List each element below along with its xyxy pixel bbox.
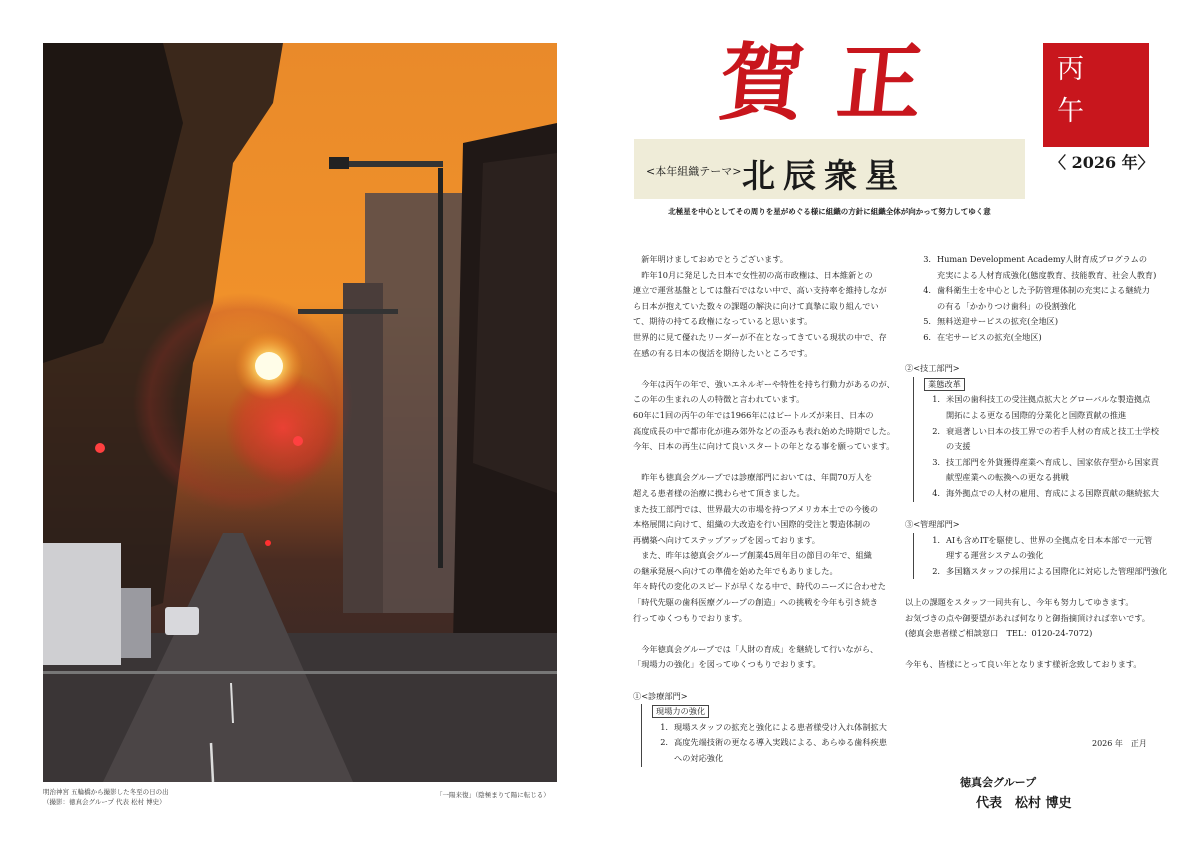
dept3-item-text: AIも含めITを駆使し、世界の全拠点を日本本部で一元管 xyxy=(946,534,1153,545)
dept2-item-number: 1. xyxy=(932,394,940,405)
left-paragraph-line: 昨年も徳真会グループでは診療部門においては、年間70万人を xyxy=(633,472,873,483)
dept3-item xyxy=(914,564,1168,580)
dept1-cont-item xyxy=(905,252,1165,268)
dept2-item-number: 3. xyxy=(932,456,940,467)
dept1-cont-item xyxy=(905,283,1165,299)
dept2-item-number xyxy=(914,470,946,486)
photo-caption-right: 「一陽来復」（陰極まりて陽に転じる） xyxy=(436,791,550,799)
dept3-item-number: 1. xyxy=(932,534,940,545)
dept1-item xyxy=(642,751,903,767)
dept1-block xyxy=(641,704,903,766)
closing-line: 以上の課題をスタッフ一同共有し、今年も努力してゆきます。 xyxy=(905,597,1134,608)
left-paragraph-line: 今年徳真会グループでは「人財の育成」を継続して行いながら、 xyxy=(633,643,879,654)
left-paragraph-line: 今年、日本の再生に向けて良いスタートの年となる事を願っています。 xyxy=(633,441,895,452)
dept1-cont-item-text: 無料送迎サービスの拡充(全地区) xyxy=(937,316,1059,327)
dept3-item-number xyxy=(914,548,946,564)
dept2-item-text: 海外拠点での人材の雇用、育成による国際貢献の継続拡大 xyxy=(946,487,1159,498)
theme-prefix: <本年組織テーマ> xyxy=(646,165,742,178)
year-char-2: 午 xyxy=(1057,96,1084,127)
left-paragraph-line: 「現場力の強化」を図ってゆくつもりでおります。 xyxy=(633,659,821,670)
dept1-cont-item-number: 3. xyxy=(923,254,931,264)
dept2-item xyxy=(914,439,1165,455)
dept1-cont-item-number: 4. xyxy=(923,285,931,296)
dept1-item-number xyxy=(642,751,674,767)
dept2-item xyxy=(914,470,1165,486)
dept1-cont-item-text: の有る「かかりつけ歯科」の役割強化 xyxy=(937,300,1077,311)
theme-description: 北極星を中心としてその周りを星がめぐる様に組織の方針に組織全体が向かって努力してゆく意 xyxy=(668,207,991,216)
signature-organization: 徳真会グループ xyxy=(960,776,1037,789)
dept2-item xyxy=(914,424,1165,440)
left-paragraph-line: 連立で運営基盤としては盤石ではない中で、高い支持率を維持しなが xyxy=(633,285,887,296)
dept1-cont-item-text: 歯科衛生士を中心とした予防管理体制の充実による継続力 xyxy=(937,285,1150,296)
photo-caption-left-2: （撮影：徳真会グループ 代表 松村 博史） xyxy=(43,798,166,806)
left-paragraph-line: 今年は丙午の年で、強いエネルギーや特性を持ち行動力があるのが、 xyxy=(633,378,895,389)
dept1-cont-item-number: 5. xyxy=(923,316,931,327)
dept1-cont-item-number: 6. xyxy=(923,331,931,342)
left-paragraph-line: 在感の有る日本の復活を期待したいところです。 xyxy=(633,347,813,358)
dept1-cont-item-number xyxy=(905,299,937,315)
dept2-block xyxy=(913,377,1165,502)
dept1-cont-item-text: 充実による人材育成強化(態度教育、技能教育、社会人教育) xyxy=(937,269,1157,280)
dept1-box-label: 現場力の強化 xyxy=(652,705,709,718)
left-paragraph-line: 高度成長の中で都市化が進み郊外などの歪みも表れ始めた時期でした。 xyxy=(633,425,896,436)
photo-caption-left-1: 明治神宮 五輪橋から撮影した冬至の日の出 xyxy=(43,788,169,796)
dept1-item-text: 現場スタッフの拡充と強化による患者様受け入れ体制拡大 xyxy=(674,721,887,732)
dept1-list-continued xyxy=(905,252,1165,346)
dept3-list xyxy=(914,533,1168,580)
dept2-item xyxy=(914,392,1165,408)
dept2-item-text: 米国の歯科技工の受注拠点拡大とグローバルな製造拠点 xyxy=(946,394,1151,405)
sunrise-photo-graphic xyxy=(43,43,557,782)
dept2-item-number xyxy=(914,408,946,424)
left-paragraph-line: 新年明けましておめでとうございます。 xyxy=(633,254,788,264)
left-paragraph-line: の継承発展へ向けての準備を始めた年でもありました。 xyxy=(633,565,838,576)
dept2-item xyxy=(914,408,1165,424)
left-paragraph-line xyxy=(633,626,903,642)
dept2-item-number: 4. xyxy=(932,487,940,498)
right-text-column xyxy=(905,252,1168,673)
left-paragraph-line xyxy=(633,455,903,471)
left-paragraph-line: この年の生まれの人の特徴と言われています。 xyxy=(633,394,805,405)
dept3-item-number: 2. xyxy=(932,565,940,576)
left-paragraph-line: 年々時代の変化のスピードが早くなる中で、時代のニーズに合わせた xyxy=(633,581,886,592)
dept2-item-text: 衰退著しい日本の技工界での若手人材の育成と技工士学校 xyxy=(946,425,1159,436)
dept1-item-text: への対応強化 xyxy=(674,753,724,763)
dept1-heading: ①<診療部門> xyxy=(633,690,688,701)
left-paragraph-line: 60年に1回の丙午の年では1966年にはビートルズが来日、日本の xyxy=(633,409,874,420)
dept1-item-text: 高度先端技術の更なる導入実践による、あらゆる歯科疾患 xyxy=(674,737,887,748)
closing-line: 今年も、皆様にとって良い年となります様祈念致しております。 xyxy=(905,659,1142,670)
left-paragraph-line: 本格展開に向けて、組織の大改造を行い国際的受注と製造体制の xyxy=(633,519,871,530)
year-char-1: 丙 xyxy=(1057,54,1084,85)
year-badge xyxy=(1043,43,1149,147)
sunrise-photo xyxy=(43,43,557,782)
dept3-block xyxy=(913,533,1168,580)
dept3-item-text: 多国籍スタッフの採用による国際化に対応した管理部門強化 xyxy=(946,565,1168,576)
date-line: 2026 年 正月 xyxy=(1092,739,1147,748)
dept3-heading: ③<管理部門> xyxy=(905,519,960,530)
dept2-item-text: の支援 xyxy=(946,441,971,452)
dept1-item-number: 1. xyxy=(660,721,668,732)
left-paragraph-line: 超える患者様の治療に携わらせて頂きました。 xyxy=(633,487,805,498)
dept2-list xyxy=(914,392,1165,501)
closing-line: お気づきの点や御要望があれば何なりと御指摘頂ければ幸いです。 xyxy=(905,612,1150,623)
left-paragraph-line: 再構築へ向けてステップアップを図っております。 xyxy=(633,534,820,545)
dept2-item-text: 開拓による更なる国際的分業化と国際貢献の推進 xyxy=(946,409,1127,420)
dept1-item-number: 2. xyxy=(660,737,668,748)
dept1-cont-item-text: Human Development Academy人財育成プログラムの xyxy=(937,254,1148,264)
left-paragraph-line: 「時代先駆の歯科医療グループの創造」への挑戦を今年も引き続き xyxy=(633,597,878,608)
dept2-item-number xyxy=(914,439,946,455)
left-text-column xyxy=(633,252,903,767)
dept2-heading: ②<技工部門> xyxy=(905,363,960,374)
left-paragraph-line: また、昨年は徳真会グループ創業45周年目の節目の年で、組織 xyxy=(633,550,872,561)
dept2-item xyxy=(914,486,1165,502)
dept2-item-text: 技工部門を外貨獲得産業へ育成し、国家依存型から国家貢 xyxy=(946,456,1159,467)
left-paragraph-line: 世界的に見て優れたリーダーが不在となってきている現状の中で、存 xyxy=(633,331,887,342)
dept2-item-text: 献型産業への転換への更なる挑戦 xyxy=(946,472,1069,483)
dept2-box-label: 業態改革 xyxy=(924,378,965,391)
left-paragraph-line xyxy=(633,361,903,377)
signature-name: 代表 松村 博史 xyxy=(976,796,1072,811)
dept1-item xyxy=(642,735,903,751)
year-label: 〈 2026 年〉 xyxy=(1050,153,1154,172)
dept1-cont-item xyxy=(905,299,1165,315)
theme-title: 北辰衆星 xyxy=(742,156,906,195)
dept2-item xyxy=(914,455,1165,471)
left-paragraph-line: 昨年10月に発足した日本で女性初の高市政権は、日本維新との xyxy=(633,269,873,280)
left-paragraph-line: ら日本が抱えていた数々の課題の解決に向けて真摯に取り組んでい xyxy=(633,300,879,311)
closing-paragraphs xyxy=(905,595,1165,673)
left-paragraph-line: て、期待の持てる政権になっていると思います。 xyxy=(633,316,813,327)
closing-line: (徳真会患者様ご相談窓口 TEL：0120-24-7072) xyxy=(905,628,1093,639)
greeting-title: 賀正 xyxy=(714,33,962,132)
dept1-cont-item xyxy=(905,330,1165,346)
closing-line xyxy=(905,642,1165,658)
dept3-item xyxy=(914,548,1165,564)
dept1-cont-item xyxy=(905,314,1165,330)
dept1-cont-item-text: 在宅サービスの拡充(全地区) xyxy=(937,331,1042,342)
dept3-item-text: 理する運営システムの強化 xyxy=(946,550,1044,561)
dept1-list xyxy=(642,720,903,767)
left-paragraphs xyxy=(633,252,903,673)
left-paragraph-line: 行ってゆくつもりでおります。 xyxy=(633,612,747,623)
dept1-cont-item-number xyxy=(905,268,937,284)
left-paragraph-line: また技工部門では、世界最大の市場を持つアメリカ本土での今後の xyxy=(633,503,879,514)
dept1-cont-item xyxy=(905,268,1165,284)
dept3-item xyxy=(914,533,1165,549)
dept2-item-number: 2. xyxy=(932,425,940,436)
dept1-item xyxy=(642,720,903,736)
